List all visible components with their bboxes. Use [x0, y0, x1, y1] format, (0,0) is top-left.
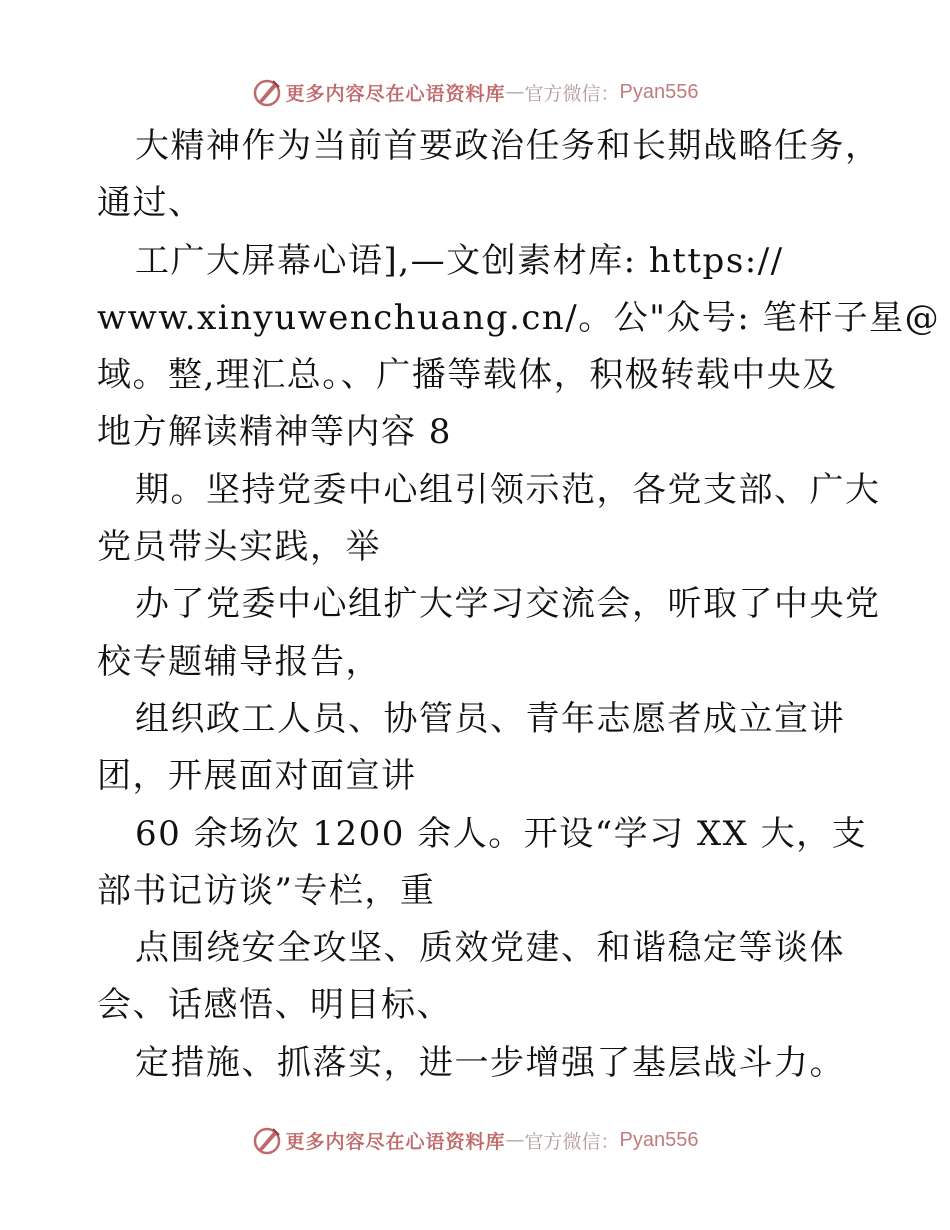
header-banner	[0, 72, 950, 112]
text-line: 期。坚持党委中心组引领示范，各党支部、广大	[135, 469, 881, 510]
text-line: www.xinyuwenchuang.cn/。公"众号: 笔杆子星@	[97, 297, 941, 338]
text-line: 大精神作为当前首要政治任务和长期战略任务，	[135, 126, 881, 166]
banner-dash: —	[505, 81, 525, 103]
text-line: 校专题辅导报告，	[97, 641, 381, 682]
text-line: 部书记访谈”专栏，重	[97, 870, 436, 911]
text-line: 定措施、抓落实，进一步增强了基层战斗力。	[135, 1042, 845, 1083]
text-line: 域。整,理汇总。、广播等载体，积极转载中央及	[97, 355, 838, 396]
wechat-id: Pyan556	[619, 1128, 699, 1151]
footer-banner	[0, 1120, 950, 1160]
wechat-label: 官方微信：	[524, 82, 620, 105]
text-line: 团，开展面对面宣讲	[97, 756, 417, 797]
wechat-label: 官方微信：	[524, 1130, 620, 1153]
quill-logo-icon	[252, 77, 282, 107]
text-line: 会、话感悟、明目标、	[97, 985, 452, 1026]
wechat-id: Pyan556	[619, 80, 699, 103]
text-line: 地方解读精神等内容 8	[97, 412, 452, 453]
document-body	[97, 118, 941, 1092]
text-line: 办了党委中心组扩大学习交流会，听取了中央党	[135, 584, 881, 625]
brand-text: 更多内容尽在心语资料库	[285, 1130, 506, 1153]
brand-text: 更多内容尽在心语资料库	[285, 82, 506, 105]
text-line: 点围绕安全攻坚、质效党建、和谐稳定等谈体	[135, 928, 845, 969]
text-line: 组织政工人员、协管员、青年志愿者成立宣讲	[135, 698, 845, 739]
quill-logo-icon	[252, 1125, 282, 1155]
text-line: 工广大屏幕心语],—文创素材库: https://	[135, 240, 784, 281]
text-line: 通过、	[97, 183, 204, 224]
text-line: 党员带头实践，举	[97, 527, 381, 568]
banner-dash: —	[505, 1129, 525, 1151]
text-line: 60 余场次 1200 余人。开设“学习 XX 大，支	[135, 813, 868, 854]
